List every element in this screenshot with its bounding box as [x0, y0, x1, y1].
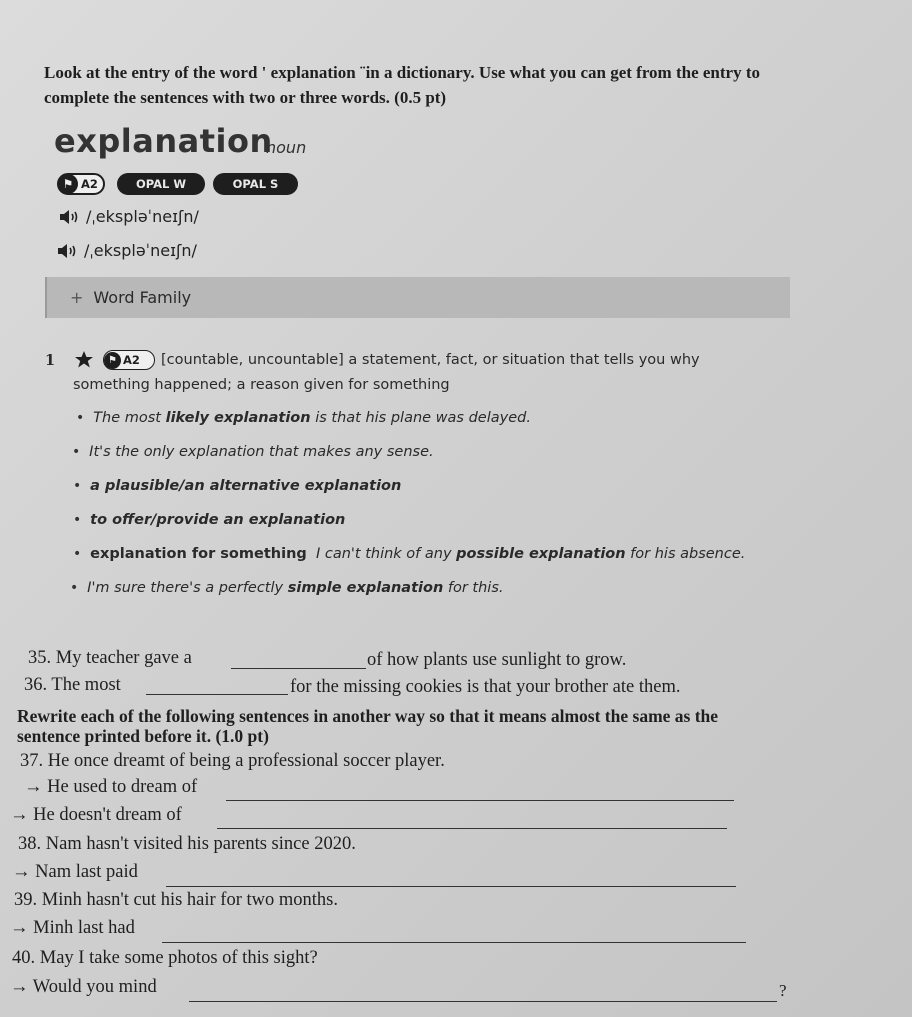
opal-s-badge: OPAL S [213, 173, 298, 195]
rewrite-instruction-line-2: sentence printed before it. (1.0 pt) [17, 726, 269, 746]
star-icon [74, 350, 94, 373]
oxford-key-icon: ⚑ [104, 352, 121, 369]
bullet: • [72, 444, 90, 460]
bullet: • [70, 580, 88, 596]
plus-icon: + [70, 288, 84, 307]
example-text: I'm sure there's a perfectly [87, 580, 288, 596]
question-38: 38. Nam hasn't visited his parents since 2020. [18, 834, 356, 854]
answer-blank-37b[interactable] [217, 828, 727, 829]
oxford-key-icon: ⚑ [58, 174, 78, 194]
answer-blank-37a[interactable] [226, 800, 734, 801]
pronunciation-uk[interactable] [58, 207, 199, 226]
question-39-prompt: → Minh last had [10, 918, 135, 938]
grammar-label: [countable, uncountable] [161, 352, 344, 368]
question-35-rest: of how plants use sunlight to grow. [367, 650, 627, 670]
level-label: A2 [81, 177, 98, 191]
question-39: 39. Minh hasn't cut his hair for two months. [14, 890, 338, 910]
question-37: 37. He once dreamt of being a professional soccer player. [20, 751, 445, 771]
question-40-prompt: → Would you mind [10, 977, 157, 997]
example-bold: simple explanation [287, 580, 444, 596]
speaker-icon [58, 209, 80, 225]
bullet: • [73, 478, 91, 494]
example-text: for this. [443, 580, 504, 596]
answer-blank-35[interactable] [231, 668, 366, 669]
question-36: 36. The most [24, 675, 121, 695]
example-text: It's the only explanation that makes any sense. [89, 444, 434, 460]
example-1 [76, 410, 531, 426]
example-2 [72, 444, 434, 460]
example-bold: possible explanation [456, 546, 626, 562]
sense-definition-line-1 [161, 352, 700, 368]
example-3 [73, 478, 401, 494]
bullet: • [73, 546, 91, 562]
sense-number: 1 [45, 352, 56, 369]
sense-level-label: A2 [123, 353, 140, 367]
example-text: The most [93, 410, 166, 426]
question-36-rest: for the missing cookies is that your brother ate them. [290, 677, 681, 697]
bullet: • [73, 512, 91, 528]
definition-text-1: a statement, fact, or situation that tells you why [348, 352, 700, 368]
part-of-speech: noun [266, 138, 307, 157]
example-text: is that his plane was delayed. [310, 410, 531, 426]
word-family-toggle[interactable] [70, 288, 191, 307]
pronunciation-us[interactable] [56, 241, 197, 260]
answer-blank-39[interactable] [162, 942, 746, 943]
collocation-label: explanation for something [90, 546, 307, 562]
sense-level-badge [103, 350, 155, 370]
example-bold: likely explanation [165, 410, 311, 426]
bullet: • [76, 410, 94, 426]
word-family-label: Word Family [93, 288, 192, 307]
example-bold: a plausible/an alternative explanation [90, 478, 402, 494]
question-40-mark: ? [779, 981, 787, 1000]
headword: explanation [54, 122, 273, 160]
oxford-level-badge [57, 173, 105, 195]
example-4 [73, 512, 345, 528]
instruction-line-1: Look at the entry of the word ' explanation ¨in a dictionary. Use what you can get from the entry to [44, 63, 761, 82]
example-text: for his absence. [625, 546, 746, 562]
speaker-icon [56, 243, 78, 259]
example-5 [73, 546, 745, 562]
question-37-prompt-a: → He used to dream of [24, 777, 198, 797]
example-text: I can't think of any [315, 546, 457, 562]
example-bold: to offer/provide an explanation [90, 512, 346, 528]
example-6 [70, 580, 504, 596]
pronunciation-text: /ˌekspləˈneɪʃn/ [86, 207, 199, 226]
instruction-line-2: complete the sentences with two or three words. (0.5 pt) [44, 88, 447, 107]
answer-blank-40[interactable] [189, 1001, 777, 1002]
opal-w-badge: OPAL W [117, 173, 205, 195]
question-35: 35. My teacher gave a [28, 648, 192, 668]
rewrite-instruction-line-1: Rewrite each of the following sentences in another way so that it means almost the same as the [17, 706, 719, 726]
answer-blank-38[interactable] [166, 886, 736, 887]
question-37-prompt-b: → He doesn't dream of [10, 805, 182, 825]
pronunciation-text: /ˌekspləˈneɪʃn/ [84, 241, 197, 260]
sense-definition-line-2: something happened; a reason given for something [73, 377, 450, 393]
question-38-prompt: → Nam last paid [12, 862, 138, 882]
answer-blank-36[interactable] [146, 694, 288, 695]
question-40: 40. May I take some photos of this sight? [12, 948, 318, 968]
